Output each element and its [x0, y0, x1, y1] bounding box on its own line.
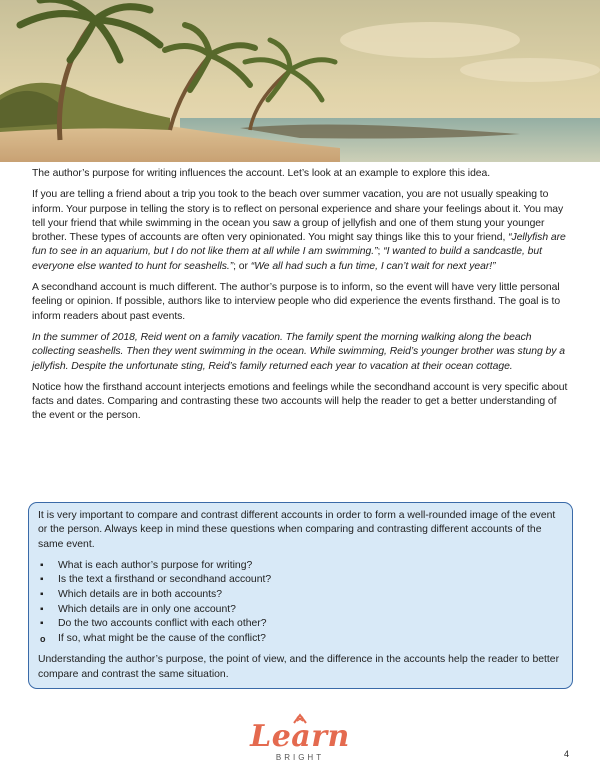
bullet-icon: ▪ — [40, 589, 44, 601]
quote-jellyfish: “Jellyfish are fun to see in an aquarium, but I do not like them at all while I am swimming.” — [32, 232, 566, 258]
tip-callout-box — [28, 502, 573, 689]
callout-intro: It is very important to compare and contrast different accounts in order to form a well-rounded image of the event or the person. Always keep in mind these questions when comparing and contrasting different accounts of the same event. — [38, 510, 556, 550]
bullet-icon: ▪ — [40, 559, 44, 571]
page-number: 4 — [564, 749, 570, 759]
question-list — [38, 559, 562, 647]
quote-sandcastle: “I wanted to build a sandcastle, but everyone else wanted to hunt for seashells.” — [32, 246, 542, 272]
quote-fun-time: “We all had such a fun time, I can’t wait for next year!” — [250, 260, 496, 272]
list-item-text: Which details are in both accounts? — [58, 589, 223, 601]
firsthand-paragraph — [32, 188, 572, 274]
main-text — [32, 167, 572, 431]
bullet-icon: ▪ — [40, 574, 44, 586]
list-item-text: If so, what might be the cause of the conflict? — [58, 632, 266, 644]
secondhand-paragraph: A secondhand account is much different. The author’s purpose is to inform, so the event will have very little personal feeling or opinion. If possible, authors like to interview people who did experience the events firsthand. The goal is to inform readers about past events. — [32, 282, 561, 322]
learn-bright-logo — [248, 710, 352, 766]
list-item-text: Is the text a firsthand or secondhand account? — [58, 574, 272, 586]
logo-subtitle: BRIGHT — [275, 753, 325, 762]
bullet-icon: ▪ — [40, 603, 44, 615]
separator-text: ; or — [233, 260, 251, 272]
secondhand-example: In the summer of 2018, Reid went on a family vacation. The family spent the morning walking along the beach collecting seashells. Then they went swimming in the ocean. While swimming, Reid’s younger brother was stung by a jellyfish. Despite the unfortunate sting, Reid’s family returned each year to vacation at their ocean cottage. — [32, 331, 565, 372]
intro-paragraph: The author’s purpose for writing influences the account. Let’s look at an example to explore this idea. — [32, 168, 491, 179]
beach-palm-image — [0, 0, 600, 162]
separator-text: ; — [377, 246, 384, 258]
logo-spark-icon — [292, 713, 308, 725]
list-item-text: What is each author’s purpose for writing? — [58, 559, 253, 571]
list-item — [38, 559, 562, 574]
bullet-icon: ▪ — [40, 618, 44, 630]
list-item — [38, 617, 562, 632]
logo-wordmark: Learn — [250, 719, 350, 754]
hero-beach-image — [0, 0, 600, 162]
list-item — [38, 603, 562, 618]
sub-bullet-icon: o — [40, 633, 46, 644]
list-item-text: Which details are in only one account? — [58, 603, 236, 615]
firsthand-text: If you are telling a friend about a trip you took to the beach over summer vacation, you are not usually speaking to inform. Your purpose in telling the story is to reflect on personal experience and share your feelings about it. You may tell your friend that while swimming in the ocean you saw a group of jellyfish and one of them stung your younger brother. These types of accounts are often very opinionated. You might say things like this to your friend, — [32, 189, 564, 244]
list-item — [38, 588, 562, 603]
list-item-text: Do the two accounts conflict with each other? — [58, 618, 267, 630]
list-item — [38, 573, 562, 588]
callout-outro: Understanding the author’s purpose, the point of view, and the difference in the accounts help the reader to better compare and contrast the same situation. — [38, 654, 560, 680]
comparison-paragraph: Notice how the firsthand account interjects emotions and feelings while the secondhand account is very specific about facts and dates. Comparing and contrasting these two accounts will help the reader to get a better understanding of the event or the person. — [32, 381, 568, 422]
list-item — [38, 632, 562, 647]
